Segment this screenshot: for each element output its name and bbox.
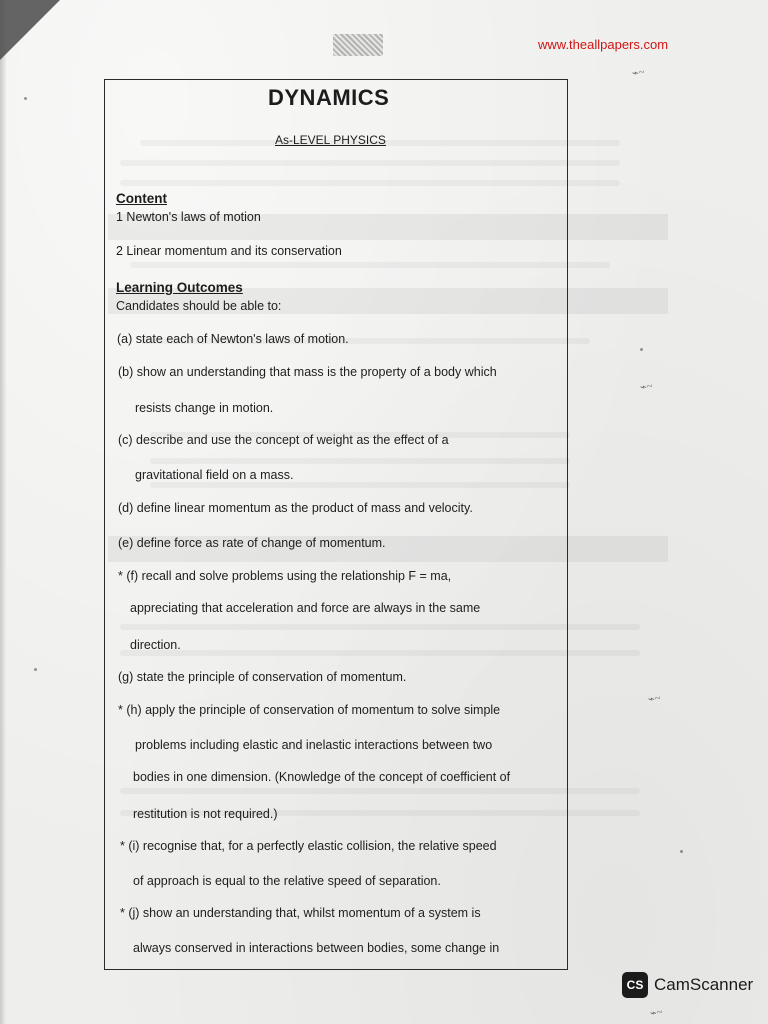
outcome-line: * (h) apply the principle of conservation of momentum to solve simple xyxy=(118,703,501,717)
dust-speck xyxy=(680,850,683,853)
document-subtitle: As-LEVEL PHYSICS xyxy=(275,133,386,147)
outcome-line: (a) state each of Newton's laws of motion. xyxy=(117,332,349,346)
content-item: 2 Linear momentum and its conservation xyxy=(116,244,342,258)
outcome-line: (b) show an understanding that mass is the property of a body which xyxy=(118,365,497,379)
outcome-line: direction. xyxy=(130,638,181,652)
stamp-smudge xyxy=(333,34,383,56)
outcome-line: * (j) show an understanding that, whilst momentum of a system is xyxy=(120,906,481,920)
corner-shadow xyxy=(0,0,60,60)
pen-mark: ⌁~ xyxy=(647,692,662,706)
document-title: DYNAMICS xyxy=(268,85,390,110)
outcome-line: * (i) recognise that, for a perfectly elastic collision, the relative speed xyxy=(120,839,497,853)
content-item: 1 Newton's laws of motion xyxy=(116,210,261,224)
pen-mark: ⌁~ xyxy=(649,1006,664,1020)
camscanner-logo-icon: CS xyxy=(622,972,648,998)
outcome-line: (c) describe and use the concept of weight as the effect of a xyxy=(118,433,449,447)
content-heading: Content xyxy=(116,191,167,206)
outcome-line: * (f) recall and solve problems using the relationship F = ma, xyxy=(118,569,452,583)
outcome-line: (g) state the principle of conservation of momentum. xyxy=(118,670,407,684)
outcome-line: bodies in one dimension. (Knowledge of the concept of coefficient of xyxy=(133,770,511,784)
camscanner-brand: CamScanner xyxy=(654,975,754,994)
pen-mark: ⌁~ xyxy=(639,380,654,394)
camscanner-watermark xyxy=(622,972,753,998)
outcome-line: resists change in motion. xyxy=(135,401,274,415)
dust-speck xyxy=(24,97,27,100)
pen-mark: ⌁~ xyxy=(631,66,646,80)
outcome-line: restitution is not required.) xyxy=(133,807,278,821)
outcome-line: appreciating that acceleration and force are always in the same xyxy=(130,601,481,615)
outcomes-intro: Candidates should be able to: xyxy=(116,299,282,313)
outcome-line: of approach is equal to the relative speed of separation. xyxy=(133,874,441,888)
outcome-line: (e) define force as rate of change of momentum. xyxy=(118,536,386,550)
outcome-line: (d) define linear momentum as the product of mass and velocity. xyxy=(118,501,473,515)
outcomes-heading: Learning Outcomes xyxy=(116,280,243,295)
dust-speck xyxy=(640,348,643,351)
outcome-line: problems including elastic and inelastic interactions between two xyxy=(135,738,493,752)
outcome-line: gravitational field on a mass. xyxy=(135,468,294,482)
dust-speck xyxy=(34,668,37,671)
page-edge-shadow xyxy=(0,0,6,1024)
outcome-line: always conserved in interactions between bodies, some change in xyxy=(133,941,500,955)
site-url[interactable]: www.theallpapers.com xyxy=(538,37,669,52)
